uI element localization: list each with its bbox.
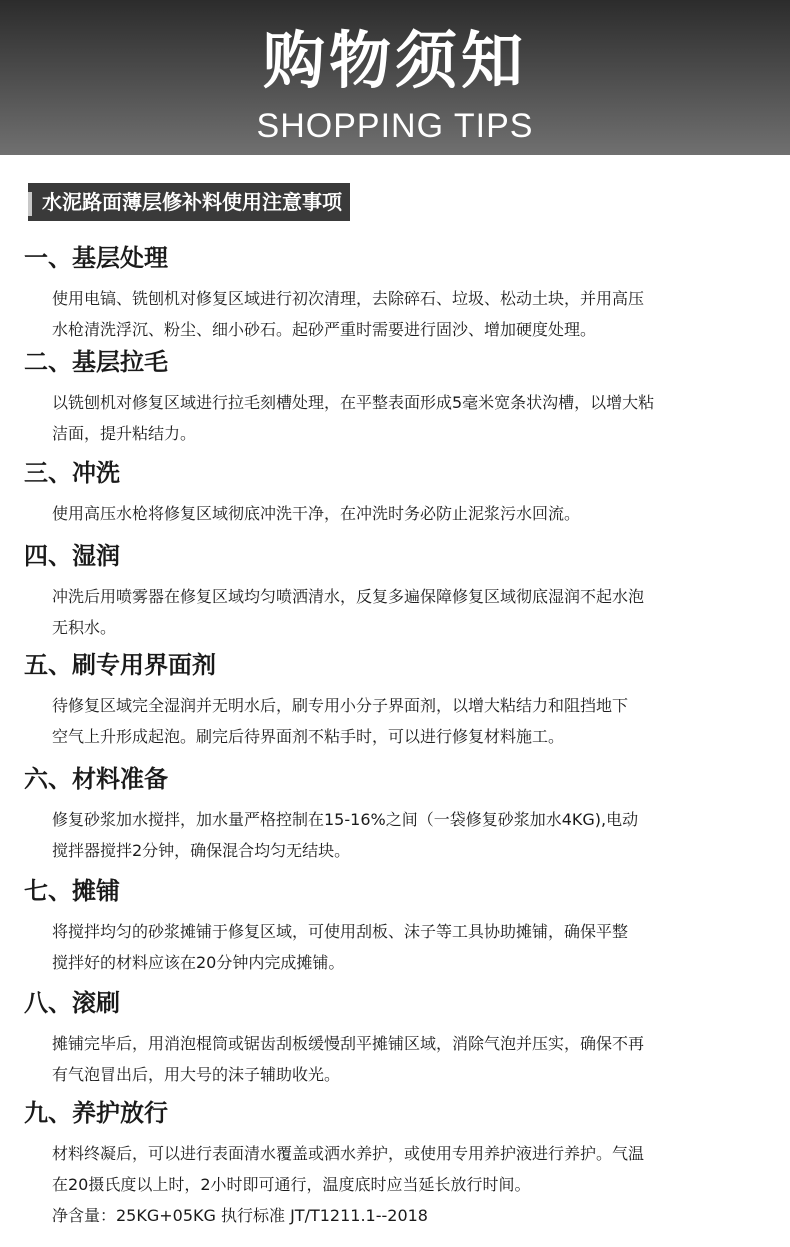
section-title: 四、湿润 [24,542,120,570]
section-4 [24,541,774,643]
section-1 [24,243,774,345]
section-body: 修复砂浆加水搅拌，加水量严格控制在15-16%之间（一袋修复砂浆加水4KG),电动 搅拌器搅拌2分钟，确保混合均匀无结块。 [52,810,639,860]
section-body: 摊铺完毕后，用消泡棍筒或锯齿刮板缓慢刮平摊铺区域，消除气泡并压实，确保不再 有气泡冒出后，用大号的沫子辅助收光。 [52,1034,645,1084]
header-banner [0,0,790,155]
section-tag [28,183,350,221]
section-tag-label: 水泥路面薄层修补料使用注意事项 [42,190,342,214]
section-title: 五、刷专用界面剂 [24,651,216,679]
section-title: 二、基层拉毛 [24,348,168,376]
net-content-standard: 净含量：25KG+05KG 执行标准 JT/T1211.1--2018 [52,1206,428,1225]
section-title: 八、滚刷 [24,989,120,1017]
banner-title: 购物须知 [262,24,527,97]
section-9 [24,1098,774,1231]
section-title: 七、摊铺 [24,877,120,905]
tag-accent-bar [28,192,32,216]
section-body: 材料终凝后，可以进行表面清水覆盖或洒水养护，或使用专用养护液进行养护。气温 在20摄氏度以上时，2小时即可通行，温度底时应当延长放行时间。 [52,1144,645,1194]
section-body: 使用电镐、铣刨机对修复区域进行初次清理，去除碎石、垃圾、松动土块，并用高压 水枪清洗浮沉、粉尘、细小砂石。起砂严重时需要进行固沙、增加硬度处理。 [52,289,645,339]
section-body: 以铣刨机对修复区域进行拉毛刻槽处理，在平整表面形成5毫米宽条状沟槽，以增大粘 洁面，提升粘结力。 [52,393,655,443]
section-title: 九、养护放行 [24,1099,168,1127]
section-2 [24,347,774,449]
section-8 [24,988,774,1090]
section-3 [24,458,774,529]
section-title: 三、冲洗 [24,459,120,487]
section-body: 将搅拌均匀的砂浆摊铺于修复区域，可使用刮板、沫子等工具协助摊铺，确保平整 搅拌好的材料应该在20分钟内完成摊铺。 [52,922,629,972]
section-title: 六、材料准备 [24,765,168,793]
section-body: 使用高压水枪将修复区域彻底冲洗干净，在冲洗时务必防止泥浆污水回流。 [52,504,581,523]
section-body: 待修复区域完全湿润并无明水后，刷专用小分子界面剂，以增大粘结力和阻挡地下 空气上升形成起泡。刷完后待界面剂不粘手时，可以进行修复材料施工。 [52,696,629,746]
section-5 [24,650,774,752]
section-6 [24,764,774,866]
section-7 [24,876,774,978]
section-body: 冲洗后用喷雾器在修复区域均匀喷洒清水，反复多遍保障修复区域彻底湿润不起水泡 无积水。 [52,587,645,637]
section-title: 一、基层处理 [24,244,168,272]
banner-subtitle: SHOPPING TIPS [256,107,534,145]
